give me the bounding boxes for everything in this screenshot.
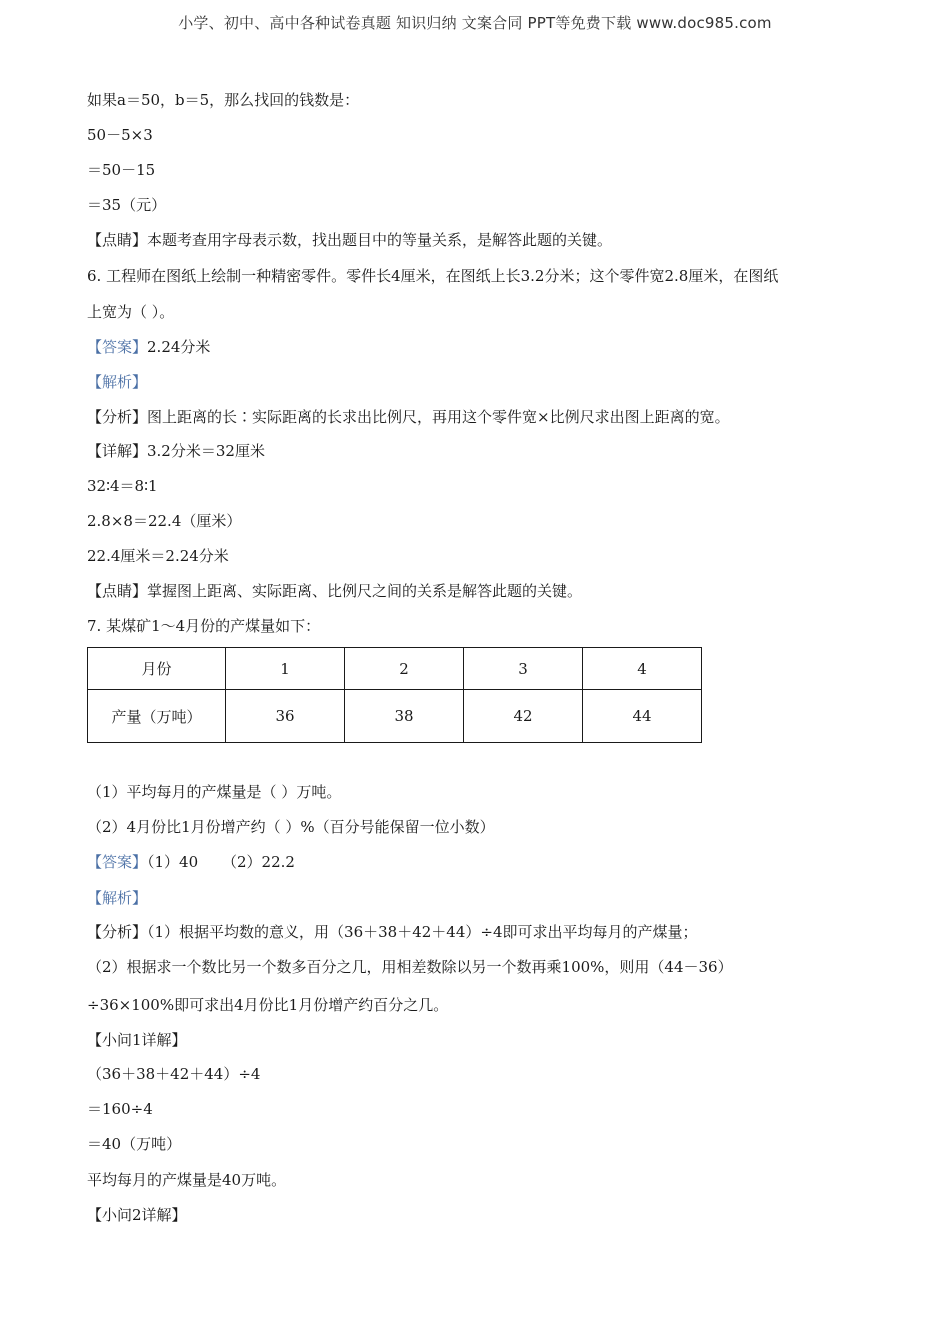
q7-sub-question-1: （1）平均每月的产煤量是（ ）万吨。 — [87, 783, 342, 801]
table-header-row — [88, 648, 702, 690]
q6-xiangjie-line-4: 22.4厘米＝2.24分米 — [87, 547, 229, 565]
table-cell: 1 — [226, 648, 345, 690]
q6-stem-line-2: 上宽为（ ）。 — [87, 303, 175, 321]
table-cell: 4 — [583, 648, 702, 690]
q6-xiangjie-line-1: 【详解】3.2分米＝32厘米 — [87, 442, 265, 460]
q7-calc-line-2: ＝160÷4 — [87, 1100, 153, 1118]
page-header: 小学、初中、高中各种试卷真题 知识归纳 文案合同 PPT等免费下载 www.doc985.com — [178, 14, 772, 32]
table-cell: 2 — [345, 648, 464, 690]
q5-dianjing: 【点睛】本题考查用字母表示数，找出题目中的等量关系，是解答此题的关键。 — [87, 231, 613, 249]
table-cell: 36 — [226, 690, 345, 743]
q6-answer — [87, 337, 210, 357]
q6-xiangjie-line-2: 32∶4＝8∶1 — [87, 477, 158, 495]
table-row — [88, 690, 702, 743]
q7-fenxi-line-3: ÷36×100%即可求出4月份比1月份增产约百分之几。 — [87, 996, 449, 1014]
q5-line-1: 如果a＝50，b＝5，那么找回的钱数是： — [87, 91, 360, 109]
q7-calc-line-1: （36＋38＋42＋44）÷4 — [87, 1065, 261, 1083]
q6-dianjing: 【点睛】掌握图上距离、实际距离、比例尺之间的关系是解答此题的关键。 — [87, 582, 583, 600]
q7-answer — [87, 852, 295, 872]
q7-stem: 7. 某煤矿1～4月份的产煤量如下： — [87, 617, 321, 635]
q6-answer-value: 2.24分米 — [147, 338, 211, 356]
q7-fenxi-line-2: （2）根据求一个数比另一个数多百分之几，用相差数除以另一个数再乘100%，则用（44－36） — [87, 958, 733, 976]
q5-line-3: ＝50－15 — [87, 161, 156, 179]
q7-answer-value: （1）40 （2）22.2 — [147, 853, 295, 871]
q7-xiaowen-2: 【小问2详解】 — [87, 1206, 187, 1224]
q5-line-4: ＝35（元） — [87, 196, 167, 214]
q6-xiangjie-line-3: 2.8×8＝22.4（厘米） — [87, 512, 242, 530]
q5-line-2: 50－5×3 — [87, 126, 153, 144]
table-cell: 42 — [464, 690, 583, 743]
table-cell: 月份 — [88, 648, 226, 690]
coal-production-table — [87, 647, 702, 743]
q7-sub-question-2: （2）4月份比1月份增产约（ ）%（百分号能保留一位小数） — [87, 818, 495, 836]
q7-calc-line-4: 平均每月的产煤量是40万吨。 — [87, 1171, 287, 1189]
q6-stem-line-1: 6. 工程师在图纸上绘制一种精密零件。零件长4厘米，在图纸上长3.2分米；这个零件宽2.8厘米，在图纸 — [87, 267, 779, 285]
q7-fenxi-line-1: 【分析】（1）根据平均数的意义，用（36＋38＋42＋44）÷4即可求出平均每月的产煤量； — [87, 923, 698, 941]
answer-tag: 【答案】 — [87, 853, 148, 871]
q7-xiaowen-1: 【小问1详解】 — [87, 1031, 187, 1049]
q6-fenxi: 【分析】图上距离的长∶实际距离的长求出比例尺，再用这个零件宽×比例尺求出图上距离的宽。 — [87, 408, 730, 426]
q7-calc-line-3: ＝40（万吨） — [87, 1135, 182, 1153]
table-cell: 产量（万吨） — [88, 690, 226, 743]
answer-tag: 【答案】 — [87, 338, 148, 356]
q6-jiexi-tag: 【解析】 — [87, 373, 148, 391]
table-cell: 44 — [583, 690, 702, 743]
table-cell: 38 — [345, 690, 464, 743]
q7-jiexi-tag: 【解析】 — [87, 889, 148, 907]
table-cell: 3 — [464, 648, 583, 690]
